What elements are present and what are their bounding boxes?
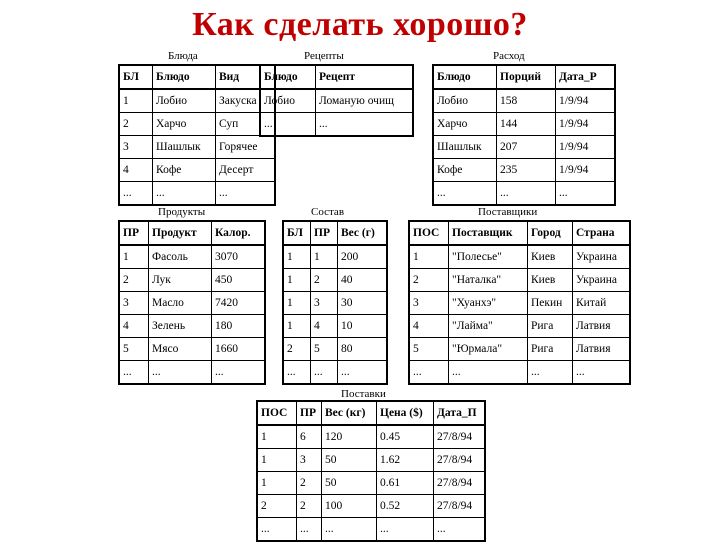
- table-row: [119, 245, 265, 269]
- column-header: БЛ: [283, 221, 311, 245]
- table-cell: 5: [311, 338, 338, 361]
- table-cell: 1: [409, 245, 449, 269]
- table-row: [433, 113, 615, 136]
- table-cell: Рига: [528, 315, 573, 338]
- table-cell: Украина: [573, 269, 631, 292]
- table-cell: ...: [283, 361, 311, 385]
- column-header: ПР: [119, 221, 149, 245]
- recipes-table: [259, 64, 414, 137]
- table-cell: 10: [338, 315, 388, 338]
- recipes-caption: Рецепты: [304, 50, 344, 62]
- table-cell: ...: [338, 361, 388, 385]
- table-cell: 2: [119, 113, 153, 136]
- table-cell: Фасоль: [149, 245, 212, 269]
- table-cell: 50: [322, 472, 377, 495]
- table-row: [283, 245, 387, 269]
- column-header: Вес (г): [338, 221, 388, 245]
- table-row: [119, 113, 275, 136]
- table-cell: Кофе: [433, 159, 497, 182]
- table-cell: 80: [338, 338, 388, 361]
- table-cell: ...: [528, 361, 573, 385]
- table-cell: 1.62: [377, 449, 434, 472]
- table-header-row: [283, 221, 387, 245]
- table-cell: ...: [216, 182, 276, 206]
- composition-caption: Состав: [311, 206, 345, 218]
- column-header: ПОС: [257, 401, 297, 425]
- table-cell: Горячее: [216, 136, 276, 159]
- column-header: Продукт: [149, 221, 212, 245]
- table-row: [257, 518, 485, 542]
- column-header: Блюдо: [433, 65, 497, 89]
- table-cell: 5: [409, 338, 449, 361]
- table-cell: 180: [212, 315, 266, 338]
- table-header-row: [119, 221, 265, 245]
- table-cell: Китай: [573, 292, 631, 315]
- table-cell: Лук: [149, 269, 212, 292]
- table-row: [257, 472, 485, 495]
- table-cell: ...: [311, 361, 338, 385]
- consumption-caption: Расход: [493, 50, 525, 62]
- table-cell: ...: [377, 518, 434, 542]
- table-cell: 1/9/94: [556, 136, 616, 159]
- products-table: [118, 220, 266, 385]
- table-cell: "Юрмала": [449, 338, 528, 361]
- table-cell: 3070: [212, 245, 266, 269]
- table-row: [409, 361, 630, 385]
- column-header: Рецепт: [316, 65, 414, 89]
- table-cell: 1660: [212, 338, 266, 361]
- table-row: [260, 89, 413, 113]
- table-cell: 2: [297, 472, 322, 495]
- products-caption: Продукты: [158, 206, 206, 218]
- table-cell: 3: [119, 292, 149, 315]
- table-row: [283, 292, 387, 315]
- table-cell: ...: [153, 182, 216, 206]
- table-cell: 4: [311, 315, 338, 338]
- table-cell: "Наталка": [449, 269, 528, 292]
- table-row: [409, 338, 630, 361]
- table-cell: 7420: [212, 292, 266, 315]
- table-cell: 450: [212, 269, 266, 292]
- table-row: [257, 425, 485, 449]
- table-cell: 100: [322, 495, 377, 518]
- table-cell: Латвия: [573, 315, 631, 338]
- table-cell: 27/8/94: [434, 472, 486, 495]
- table-row: [283, 315, 387, 338]
- page-title: Как сделать хорошо?: [192, 6, 528, 43]
- table-row: [257, 449, 485, 472]
- table-cell: Киев: [528, 245, 573, 269]
- table-cell: Лобио: [153, 89, 216, 113]
- table-cell: 158: [497, 89, 556, 113]
- column-header: Блюдо: [153, 65, 216, 89]
- table-cell: 1: [283, 292, 311, 315]
- table-cell: ...: [409, 361, 449, 385]
- dishes-caption: Блюда: [168, 50, 198, 62]
- table-cell: 3: [119, 136, 153, 159]
- table-cell: 3: [297, 449, 322, 472]
- table-cell: Харчо: [433, 113, 497, 136]
- table-cell: Лобио: [433, 89, 497, 113]
- table-cell: 1/9/94: [556, 89, 616, 113]
- table-cell: ...: [149, 361, 212, 385]
- table-cell: "Лайма": [449, 315, 528, 338]
- table-row: [283, 269, 387, 292]
- table-row: [283, 338, 387, 361]
- table-row: [119, 315, 265, 338]
- table-cell: 5: [119, 338, 149, 361]
- table-cell: Суп: [216, 113, 276, 136]
- consumption-table: [432, 64, 616, 206]
- suppliers-table: [408, 220, 631, 385]
- table-row: [119, 269, 265, 292]
- table-row: [119, 159, 275, 182]
- table-row: [119, 338, 265, 361]
- table-cell: 1: [119, 89, 153, 113]
- table-row: [433, 159, 615, 182]
- table-cell: 2: [409, 269, 449, 292]
- table-cell: 235: [497, 159, 556, 182]
- table-header-row: [260, 65, 413, 89]
- table-cell: "Полесье": [449, 245, 528, 269]
- table-cell: 1: [283, 315, 311, 338]
- deliveries-table: [256, 400, 486, 542]
- composition-table: [282, 220, 388, 385]
- column-header: Дата_П: [434, 401, 486, 425]
- table-cell: "Хуанхэ": [449, 292, 528, 315]
- table-cell: 120: [322, 425, 377, 449]
- table-cell: 0.61: [377, 472, 434, 495]
- table-cell: Зелень: [149, 315, 212, 338]
- column-header: ПОС: [409, 221, 449, 245]
- table-cell: 30: [338, 292, 388, 315]
- table-cell: 40: [338, 269, 388, 292]
- table-cell: 1: [311, 245, 338, 269]
- column-header: БЛ: [119, 65, 153, 89]
- table-cell: 6: [297, 425, 322, 449]
- column-header: Вид: [216, 65, 276, 89]
- table-row: [119, 292, 265, 315]
- table-cell: Кофе: [153, 159, 216, 182]
- dishes-table: [118, 64, 276, 206]
- table-cell: Лобио: [260, 89, 316, 113]
- table-cell: 1: [257, 472, 297, 495]
- table-cell: 200: [338, 245, 388, 269]
- table-cell: Шашлык: [153, 136, 216, 159]
- table-cell: ...: [257, 518, 297, 542]
- table-row: [433, 136, 615, 159]
- table-cell: ...: [556, 182, 616, 206]
- table-cell: 1/9/94: [556, 159, 616, 182]
- table-cell: 4: [119, 315, 149, 338]
- table-header-row: [119, 65, 275, 89]
- column-header: Поставщик: [449, 221, 528, 245]
- table-header-row: [409, 221, 630, 245]
- table-cell: ...: [119, 361, 149, 385]
- table-row: [409, 245, 630, 269]
- deliveries-caption: Поставки: [341, 388, 386, 400]
- table-cell: ...: [434, 518, 486, 542]
- table-cell: 1/9/94: [556, 113, 616, 136]
- table-cell: 27/8/94: [434, 495, 486, 518]
- table-cell: Рига: [528, 338, 573, 361]
- table-cell: 27/8/94: [434, 425, 486, 449]
- table-row: [119, 361, 265, 385]
- table-row: [260, 113, 413, 137]
- table-cell: Ломаную очищ: [316, 89, 414, 113]
- table-row: [119, 89, 275, 113]
- column-header: ПР: [311, 221, 338, 245]
- table-header-row: [257, 401, 485, 425]
- table-row: [433, 182, 615, 206]
- table-cell: Масло: [149, 292, 212, 315]
- table-cell: ...: [119, 182, 153, 206]
- table-cell: ...: [297, 518, 322, 542]
- column-header: Цена ($): [377, 401, 434, 425]
- table-cell: Десерт: [216, 159, 276, 182]
- table-cell: 1: [257, 425, 297, 449]
- table-cell: Украина: [573, 245, 631, 269]
- table-cell: Киев: [528, 269, 573, 292]
- table-cell: ...: [573, 361, 631, 385]
- table-cell: 1: [119, 245, 149, 269]
- column-header: Порций: [497, 65, 556, 89]
- table-cell: 4: [409, 315, 449, 338]
- table-cell: 207: [497, 136, 556, 159]
- table-row: [119, 136, 275, 159]
- table-cell: ...: [433, 182, 497, 206]
- column-header: Калор.: [212, 221, 266, 245]
- table-cell: 3: [311, 292, 338, 315]
- column-header: ПР: [297, 401, 322, 425]
- suppliers-caption: Поставщики: [478, 206, 538, 218]
- column-header: Дата_Р: [556, 65, 616, 89]
- table-cell: 0.45: [377, 425, 434, 449]
- table-cell: ...: [322, 518, 377, 542]
- table-cell: ...: [316, 113, 414, 137]
- table-cell: Закуска: [216, 89, 276, 113]
- table-cell: Харчо: [153, 113, 216, 136]
- table-cell: ...: [212, 361, 266, 385]
- table-cell: Латвия: [573, 338, 631, 361]
- column-header: Блюдо: [260, 65, 316, 89]
- table-cell: 144: [497, 113, 556, 136]
- column-header: Вес (кг): [322, 401, 377, 425]
- table-cell: 2: [297, 495, 322, 518]
- table-cell: 1: [283, 269, 311, 292]
- table-cell: 0.52: [377, 495, 434, 518]
- table-header-row: [433, 65, 615, 89]
- table-cell: ...: [260, 113, 316, 137]
- table-cell: Мясо: [149, 338, 212, 361]
- table-row: [409, 269, 630, 292]
- column-header: Город: [528, 221, 573, 245]
- table-cell: 4: [119, 159, 153, 182]
- table-row: [433, 89, 615, 113]
- table-row: [409, 292, 630, 315]
- table-cell: 1: [283, 245, 311, 269]
- table-row: [409, 315, 630, 338]
- table-row: [283, 361, 387, 385]
- table-row: [257, 495, 485, 518]
- table-cell: 50: [322, 449, 377, 472]
- table-cell: 2: [257, 495, 297, 518]
- table-row: [119, 182, 275, 206]
- column-header: Страна: [573, 221, 631, 245]
- table-cell: 3: [409, 292, 449, 315]
- table-cell: ...: [497, 182, 556, 206]
- table-cell: 2: [119, 269, 149, 292]
- table-cell: Шашлык: [433, 136, 497, 159]
- table-cell: 1: [257, 449, 297, 472]
- table-cell: 27/8/94: [434, 449, 486, 472]
- table-cell: Пекин: [528, 292, 573, 315]
- table-cell: 2: [311, 269, 338, 292]
- table-cell: ...: [449, 361, 528, 385]
- table-cell: 2: [283, 338, 311, 361]
